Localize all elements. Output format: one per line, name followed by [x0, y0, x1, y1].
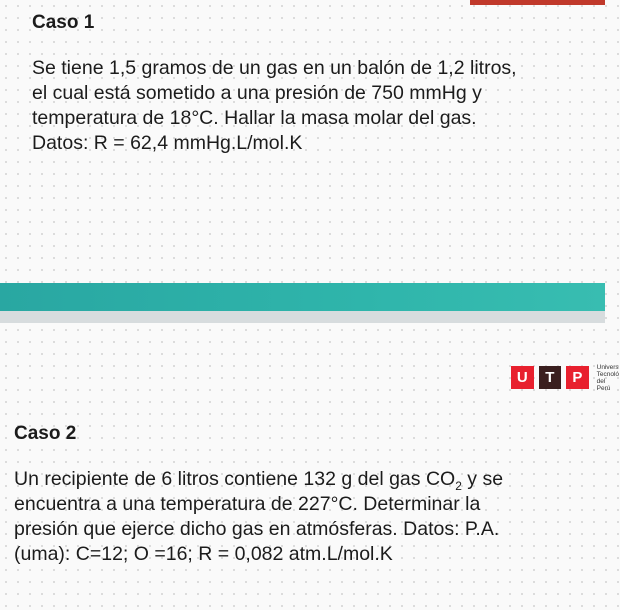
case-1-line-3 — [32, 106, 477, 132]
case-2-line-4 — [14, 542, 393, 568]
top-accent-bar — [470, 0, 605, 5]
logo-letter-p: P — [566, 366, 589, 389]
case-1-title: Caso 1 — [32, 12, 95, 33]
gas-constant: R = 62,4 mmHg.L/mol.K — [93, 132, 303, 154]
text: encuentra a una temperatura de — [14, 493, 299, 515]
utp-logo — [511, 363, 620, 392]
logo-text-line: del Perú — [596, 377, 611, 392]
case-1-line-1: Se tiene 1,5 gramos de un gas en un balón de 1,2 litros, — [32, 57, 517, 79]
temperature: 227°C — [298, 493, 353, 515]
text: . Hallar la masa molar del gas. — [213, 107, 477, 129]
data-label: Datos: — [32, 132, 94, 154]
case-2-title: Caso 2 — [14, 423, 77, 444]
logo-letter-t: T — [539, 366, 562, 389]
formula-subscript: 2 — [455, 478, 462, 493]
formula: CO — [425, 468, 456, 490]
case-1-line-2: el cual está sometido a una presión de 750 mmHg y — [32, 82, 482, 104]
case-2-line-3: presión que ejerce dicho gas en atmósferas. Datos: P.A. — [14, 518, 500, 540]
text: y se — [461, 468, 504, 490]
logo-text — [597, 364, 620, 392]
logo-letter-u: U — [511, 366, 534, 389]
text: temperatura de — [32, 107, 170, 129]
constants: C=12; O =16; R = 0,082 atm.L/mol.K — [75, 543, 393, 565]
text: . Determinar la — [352, 493, 481, 515]
case-1-data — [32, 131, 302, 157]
temperature: 18°C — [169, 107, 214, 129]
text: Un recipiente de 6 litros contiene 132 g del gas — [14, 468, 426, 490]
logo-text-line: Univers — [596, 363, 619, 371]
case-2-line-2 — [14, 492, 480, 518]
text: (uma): — [14, 543, 76, 565]
divider-band — [0, 283, 605, 311]
logo-text-line: Tecnoló — [596, 370, 620, 378]
